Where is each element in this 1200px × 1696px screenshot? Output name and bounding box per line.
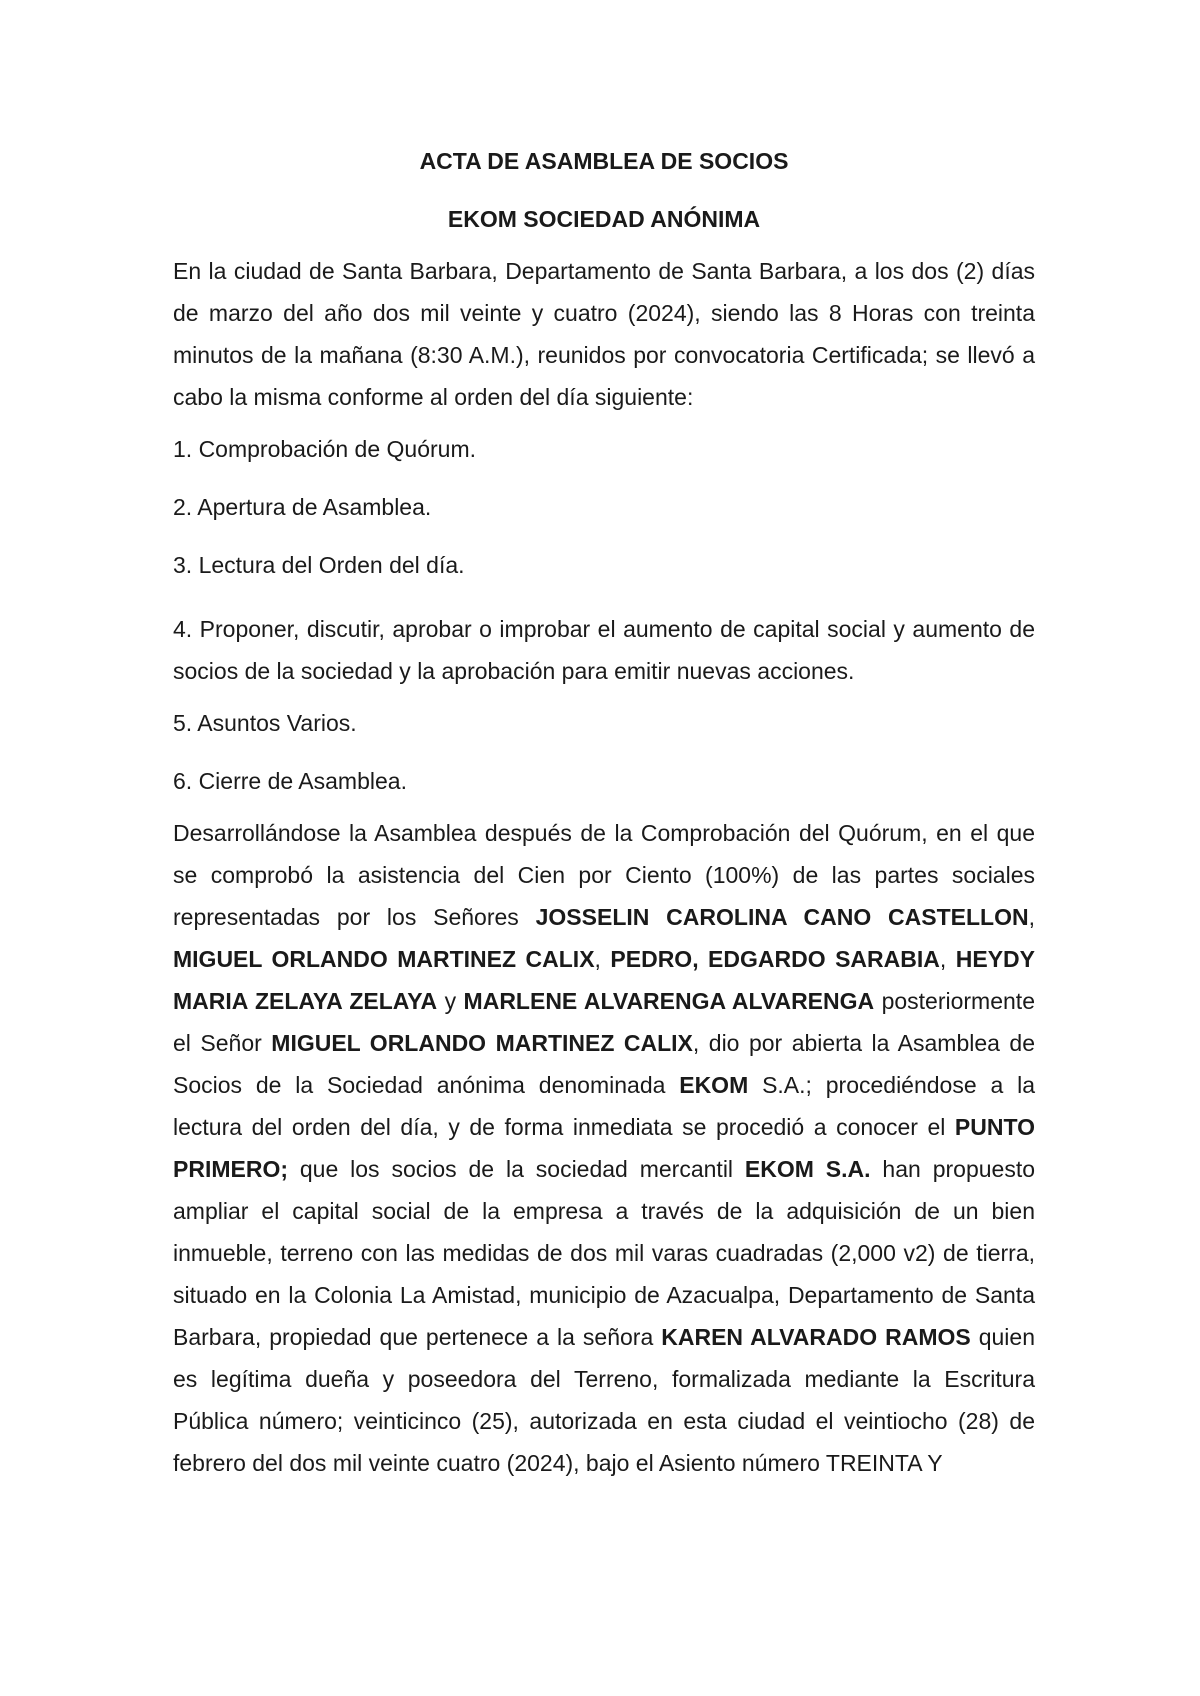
agenda-item: 3. Lectura del Orden del día. [173, 552, 465, 578]
partner-name: MIGUEL ORLANDO MARTINEZ CALIX [271, 1030, 693, 1056]
partner-name: MARLENE ALVARENGA ALVARENGA [463, 988, 875, 1014]
partner-name: PEDRO, EDGARDO SARABIA [610, 946, 940, 972]
company-name: EKOM [679, 1072, 749, 1098]
partner-name: HEYDY MARIA ZELAYA ZELAYA [173, 946, 1035, 1014]
body-text: han propuesto ampliar el capital social de la empresa a través de la adquisición de un bien inmueble, terreno con las medidas de dos mil varas cuadradas (2,000 v2) de tierra, situado en la Colonia La Amistad, municipio de Azacualpa, Departamento de Santa Barbara, propiedad que pertenece a la señora [173, 1156, 1035, 1350]
body-text: posteriormente el Señor [173, 988, 1035, 1056]
agenda-item: 2. Apertura de Asamblea. [173, 494, 432, 520]
body-text: S.A.; procediéndose a la lectura del orden del día, y de forma inmediata se procedió a conocer el [173, 1072, 1035, 1140]
body-text: y [437, 988, 464, 1014]
partner-name: JOSSELIN CAROLINA CANO CASTELLON [535, 904, 1029, 930]
point-label: PUNTO PRIMERO; [173, 1114, 1035, 1182]
agenda-item: 6. Cierre de Asamblea. [173, 768, 407, 794]
body-text: que los socios de la sociedad mercantil [288, 1156, 745, 1182]
body-text: Desarrollándose la Asamblea después de la Comprobación del Quórum, en el que se comprobó la asistencia del Cien por Ciento (100%) de las partes sociales representadas por los Señores [173, 820, 1035, 930]
partner-name: MIGUEL ORLANDO MARTINEZ CALIX [173, 946, 595, 972]
body-text: , [939, 946, 956, 972]
agenda-item: 1. Comprobación de Quórum. [173, 436, 476, 462]
agenda-item: 4. Proponer, discutir, aprobar o improbar el aumento de capital social y aumento de socios de la sociedad y la aprobación para emitir nuevas acciones. [173, 616, 1035, 684]
body-paragraph [173, 812, 1035, 1484]
body-text: , [594, 946, 611, 972]
document-title: ACTA DE ASAMBLEA DE SOCIOS [419, 148, 789, 174]
document-content [173, 140, 1035, 1484]
company-name: EKOM S.A. [744, 1156, 871, 1182]
body-text: , dio por abierta la Asamblea de Socios de la Sociedad anónima denominada [173, 1030, 1036, 1098]
document-subtitle: EKOM SOCIEDAD ANÓNIMA [447, 206, 761, 232]
owner-name: KAREN ALVARADO RAMOS [661, 1324, 971, 1350]
body-text: , [1028, 904, 1035, 930]
intro-paragraph: En la ciudad de Santa Barbara, Departamento de Santa Barbara, a los dos (2) días de marzo del año dos mil veinte y cuatro (2024), siendo las 8 Horas con treinta minutos de la mañana (8:30 A.M.), reunidos por convocatoria Certificada; se llevó a cabo la misma conforme al orden del día siguiente: [173, 258, 1035, 410]
agenda-item: 5. Asuntos Varios. [173, 710, 357, 736]
body-text: quien es legítima dueña y poseedora del Terreno, formalizada mediante la Escritura Pública número; veinticinco (25), autorizada en esta ciudad el veintiocho (28) de febrero del dos mil veinte cuatro (2024), bajo el Asiento número TREINTA Y [173, 1324, 1035, 1476]
